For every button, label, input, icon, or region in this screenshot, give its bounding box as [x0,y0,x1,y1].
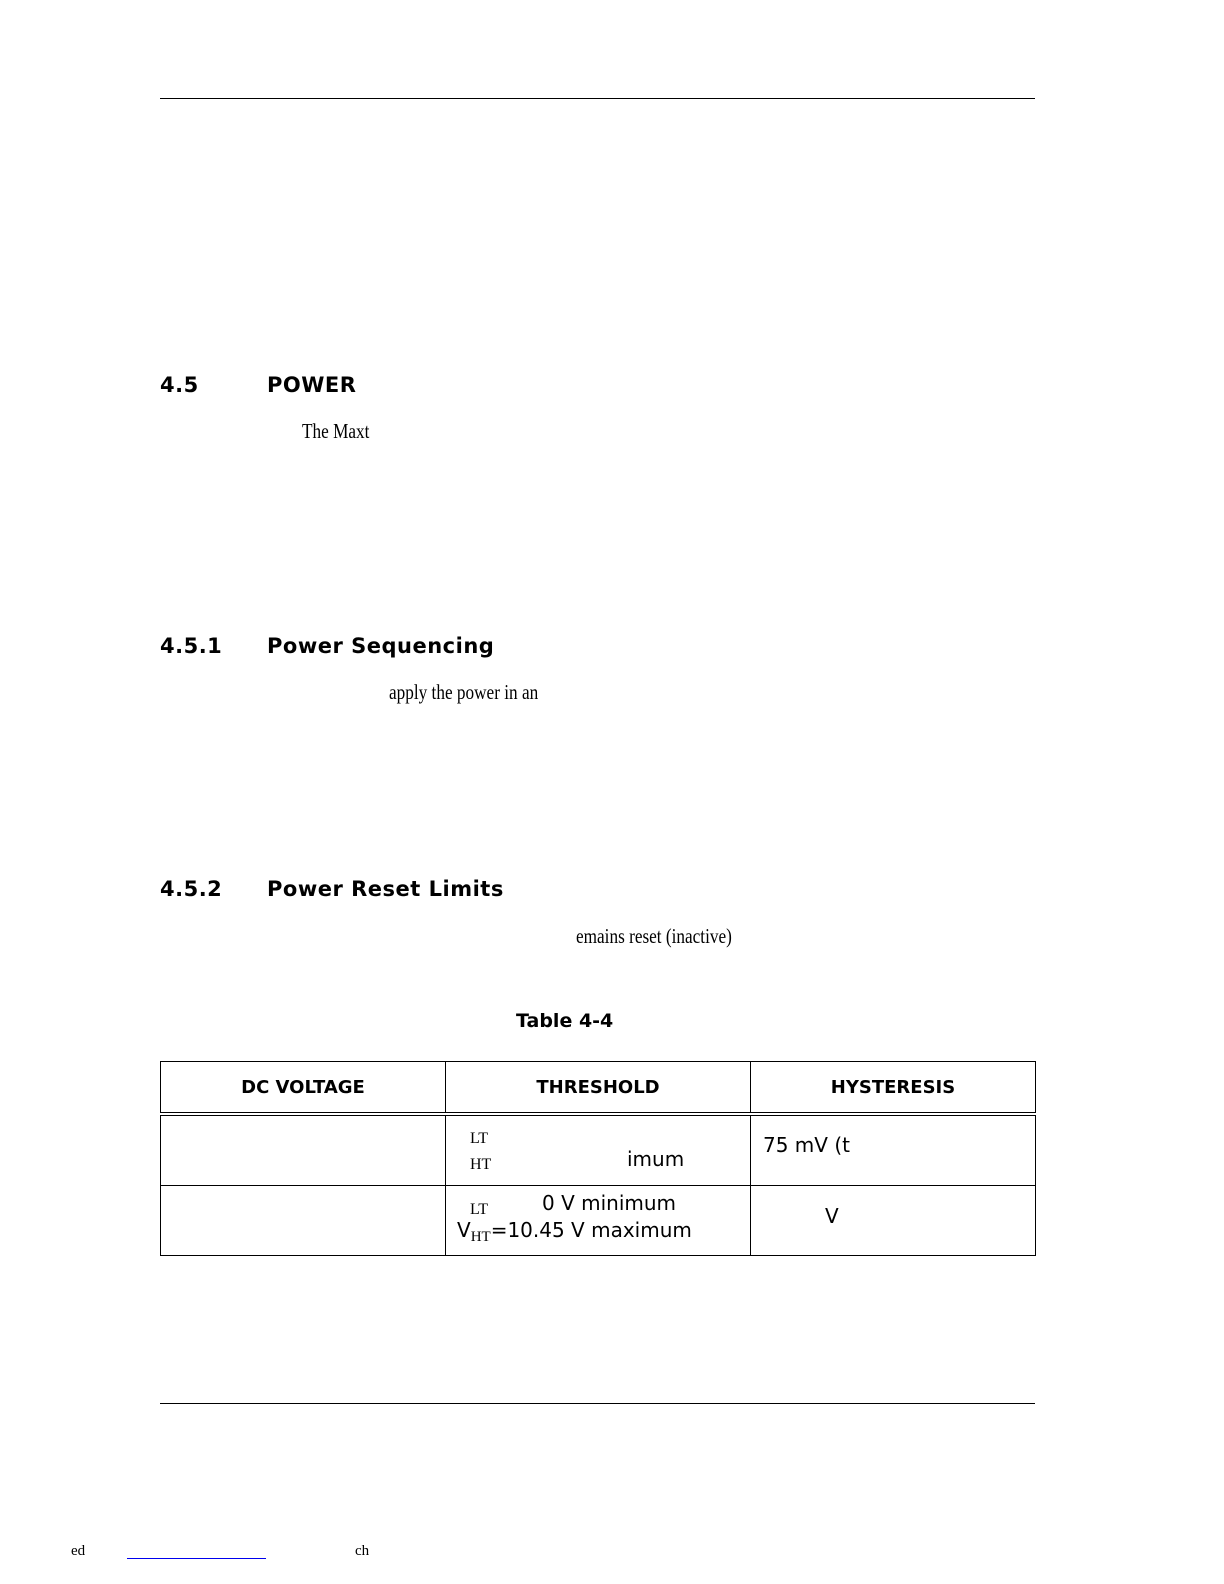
subscript-ht: HT [470,1156,492,1173]
footer-text: ed [71,1543,86,1559]
threshold-text: $V_{HT}=10.45$ V maximum [457,1218,692,1245]
section-title: Power Sequencing [267,634,495,658]
section-number: 4.5 [160,373,199,397]
table-header-row [161,1062,1036,1115]
subscript-lt: LT [470,1130,489,1147]
hysteresis-text: V [825,1204,839,1228]
table-caption: Table 4-4 [516,1010,614,1032]
threshold-cell [446,1114,751,1186]
threshold-cell [446,1186,751,1256]
footer-rule [160,1403,1035,1404]
footer-text: ch [355,1543,370,1559]
hysteresis-text: 75 mV (t [763,1133,850,1157]
paragraph-fragment: apply the power in an [389,680,539,704]
table-row [161,1114,1036,1186]
paragraph-fragment: The Maxt [302,419,370,443]
section-number: 4.5.2 [160,877,223,901]
section-number: 4.5.1 [160,634,223,658]
subscript-lt: LT [470,1201,489,1218]
section-title: Power Reset Limits [267,877,504,901]
dc-voltage-cell [161,1114,446,1186]
column-header: HYSTERESIS [751,1062,1036,1115]
hysteresis-cell [751,1186,1036,1256]
threshold-text: imum [627,1147,685,1171]
section-title: POWER [267,373,357,397]
hysteresis-cell [751,1114,1036,1186]
power-reset-table [160,1061,1036,1256]
paragraph-fragment: emains reset (inactive) [576,924,732,948]
column-header: DC VOLTAGE [161,1062,446,1115]
column-header: THRESHOLD [446,1062,751,1115]
dc-voltage-cell [161,1186,446,1256]
header-rule [160,98,1035,99]
threshold-text: 0 V minimum [542,1191,677,1215]
table-row [161,1186,1036,1256]
footer-link[interactable] [127,1558,266,1559]
